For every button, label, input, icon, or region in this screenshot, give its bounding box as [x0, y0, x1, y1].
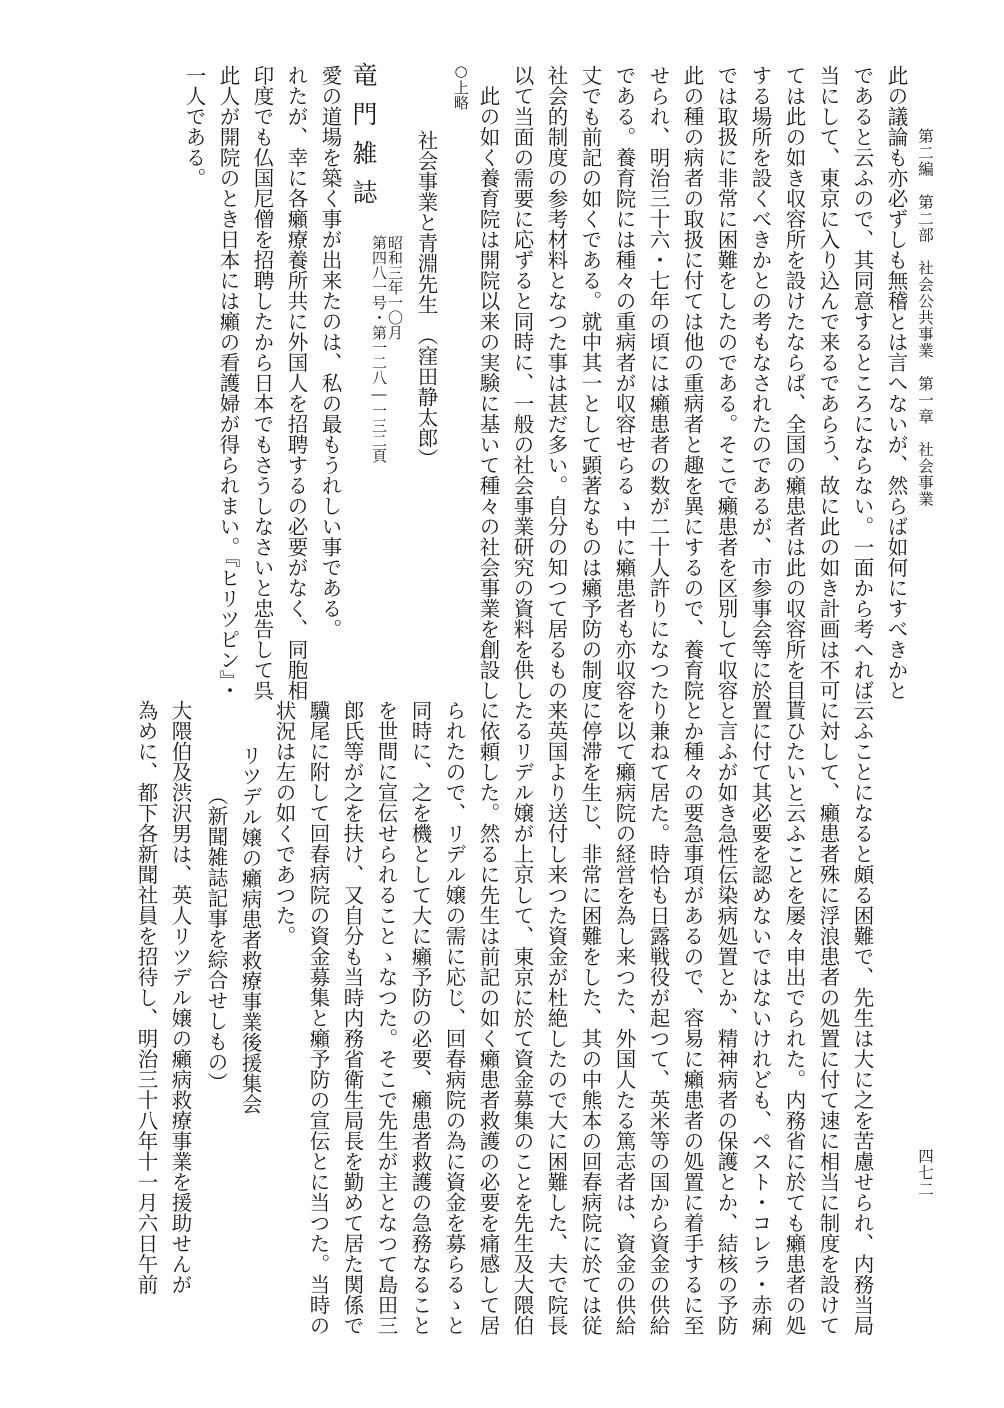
- text-line: に依頼した。然るに先生は前記の如く癩患者救護の必要を痛感して居: [476, 700, 500, 1336]
- page-number: 四七二: [916, 1148, 934, 1198]
- article-title: 社会事業と青淵先生 （窪田静太郎）: [414, 130, 438, 469]
- text-line: ては此の如き収容所を設けたならば、全国の癩患者は此の収容所を目: [782, 65, 806, 701]
- text-line: れたが、幸に各癩療養所共に外国人を招聘するの必要がなく、同胞相: [284, 65, 308, 701]
- text-line: られたので、リデル嬢の需に応じ、回春病院の為に資金を募らるゝと: [442, 700, 466, 1336]
- text-line: に停滞を生じ、非常に困難をした、其の中熊本の回春病院に於ては従: [578, 700, 602, 1336]
- issue-number: 第四八一号・第一二八―一三二頁: [370, 235, 388, 463]
- text-line: 置に付て其必要を認めないではないけれども、ペスト・コレラ・赤痢: [748, 700, 772, 1336]
- text-line: とか種々の要急事項があるので、容易に癩患者の処置に着手するに至: [680, 700, 704, 1336]
- text-line: に対して、癩患者殊に浮浪患者の処置に付て速に相当に制度を設けて: [816, 700, 840, 1336]
- text-line: を以て癩病院の経営を為し来つた、外国人たる篤志者は、資金の供給: [612, 700, 636, 1336]
- text-line: 印度でも仏国尼僧を招聘したから日本でもさうしなさいと忠告して呉: [250, 65, 274, 701]
- issue-date: 昭和三年一〇月: [386, 235, 404, 340]
- text-line: 社会的制度の参考材料となつた事は甚だ多い。自分の知つて居るもの: [544, 65, 568, 701]
- text-line: では取扱に非常に困難をしたのである。そこで癩患者を区別して収容: [714, 65, 738, 701]
- text-line: 此人が開院のとき日本には癩の看護婦が得られまい。『ヒリツピン』・: [216, 65, 240, 701]
- text-line: である。養育院には種々の重病者が収容せらるゝ中に癩患者も亦収容: [612, 65, 636, 701]
- journal-title: 竜門雑誌: [349, 62, 378, 218]
- text-line: 此の議論も亦必ずしも無稽とは言へないが、然らば如何にすべきかと: [884, 65, 908, 701]
- text-line: 当にして、東京に入り込んで来るであらう、故に此の如き計画は不可: [816, 65, 840, 701]
- text-line: 来英国より送付し来つた資金が杜絶したので大に困難した、夫で院長: [544, 700, 568, 1336]
- running-header: 第二編 第二部 社会公共事業 第一章 社会事業: [916, 128, 934, 508]
- text-line: 云ふことになると頗る困難で、先生は大に之を苦慮せられ、内務当局: [850, 700, 874, 1336]
- text-line: と言ふが如き急性伝染病処置とか、精神病者の保護とか、結核の予防: [714, 700, 738, 1336]
- text-line: たるリデル嬢が上京して、東京に於て資金募集のことを先生及大隈伯: [510, 700, 534, 1336]
- text-line: 此の種の病者の取扱に付ては他の重病者と趣を異にするので、養育院: [680, 65, 704, 701]
- text-line: 為めに、都下各新聞社員を招待し、明治三十八年十一月六日午前: [134, 700, 158, 1295]
- text-line: であると云ふので、其同意するところにならない。一面から考へれば: [850, 65, 874, 701]
- text-line: を世間に宣伝せられることゝなつた。そこで先生が主となつて島田三: [374, 700, 398, 1336]
- text-line: 同時に、之を機として大に癩予防の必要、癩患者救護の急務なること: [408, 700, 432, 1336]
- text-line: 愛の道場を築く事が出来たのは、私の最もうれしい事である。: [318, 65, 342, 639]
- text-line: 状況は左の如くであつた。: [272, 700, 296, 946]
- text-line: 以て当面の需要に応ずると同時に、一般の社会事業研究の資料を供し: [510, 65, 534, 701]
- text-line: せられ、明治三十六・七年の頃には癩患者の数が二十人許りになつた: [646, 65, 670, 701]
- text-line: 一人である。: [182, 65, 206, 188]
- text-line: 此の如く養育院は開院以来の実験に基いて種々の社会事業を創設し: [476, 65, 500, 701]
- text-line: り兼ねて居た。時恰も日露戦役が起つて、英米等の国から資金の供給: [646, 700, 670, 1336]
- omission-mark: ○上略: [452, 62, 470, 110]
- text-line: 郎氏等が之を扶け、又自分も当時内務省衛生局長を勤めて居た関係で: [340, 700, 364, 1336]
- text-line: 驥尾に附して回春病院の資金募集と癩予防の宣伝とに当つた。当時の: [306, 700, 330, 1336]
- section-heading: リツデル嬢の癩病患者救療事業後援集会: [238, 745, 262, 1114]
- text-line: 丈でも前記の如くである。就中其一として顕著なものは癩予防の制度: [578, 65, 602, 701]
- text-line: 貰ひたいと云ふことを屡々申出でられた。内務省に於ても癩患者の処: [782, 700, 806, 1336]
- text-line: する場所を設くべきかとの考もなされたのであるが、市参事会等に於: [748, 65, 772, 701]
- text-line: 大隈伯及渋沢男は、英人リツデル嬢の癩病救療事業を援助せんが: [168, 700, 192, 1295]
- section-note: （新聞雑誌記事を綜合せしもの）: [204, 785, 228, 1093]
